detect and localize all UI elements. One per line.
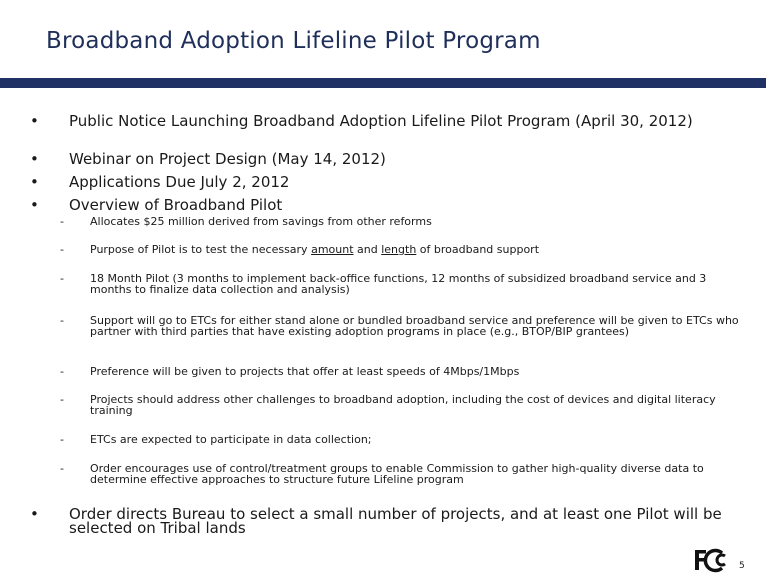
- dash-marker: -: [60, 272, 64, 285]
- sub-bullet-support: Support will go to ETCs for either stand alone or bundled broadband service and preference will be given to ETCs who partner with third parties that have existing adoption programs in place (e.g., BTOP/BIP grantees): [90, 314, 739, 338]
- bullet-marker: •: [30, 150, 39, 168]
- dash-marker: -: [60, 365, 64, 378]
- slide-title: Broadband Adoption Lifeline Pilot Program: [46, 28, 541, 54]
- bullet-applications-due: Applications Due July 2, 2012: [69, 173, 290, 191]
- bullet-marker: •: [30, 112, 39, 130]
- sub-bullet-challenges: Projects should address other challenges to broadband adoption, including the cost of devices and digital literacy training: [90, 393, 716, 417]
- dash-marker: -: [60, 433, 64, 446]
- title-divider: [0, 78, 766, 88]
- sub-bullet-control-groups: Order encourages use of control/treatment groups to enable Commission to gather high-quality diverse data to determine effective approaches to structure future Lifeline program: [90, 462, 704, 486]
- sub-bullet-allocates: Allocates $25 million derived from savings from other reforms: [90, 215, 432, 228]
- dash-marker: -: [60, 462, 64, 475]
- sub-bullet-preference: Preference will be given to projects that offer at least speeds of 4Mbps/1Mbps: [90, 365, 520, 378]
- bullet-marker: •: [30, 173, 39, 191]
- dash-marker: -: [60, 393, 64, 406]
- dash-marker: -: [60, 243, 64, 256]
- bullet-order-directs: Order directs Bureau to select a small number of projects, and at least one Pilot will be selected on Tribal lands: [69, 505, 722, 537]
- bullet-marker: •: [30, 196, 39, 214]
- bullet-public-notice: Public Notice Launching Broadband Adoption Lifeline Pilot Program (April 30, 2012): [69, 112, 693, 130]
- sub-bullet-purpose: Purpose of Pilot is to test the necessary amount and length of broadband support: [90, 243, 540, 256]
- bullet-webinar: Webinar on Project Design (May 14, 2012): [69, 150, 386, 168]
- bullet-overview: Overview of Broadband Pilot: [69, 196, 283, 214]
- fcc-logo-icon: [694, 546, 730, 574]
- sub-bullet-18-month: 18 Month Pilot (3 months to implement back-office functions, 12 months of subsidized broadband service and 3 months to finalize data collection and analysis): [90, 272, 707, 296]
- sub-bullet-etcs-data: ETCs are expected to participate in data collection;: [90, 433, 372, 446]
- dash-marker: -: [60, 215, 64, 228]
- bullet-marker: •: [30, 505, 39, 523]
- dash-marker: -: [60, 314, 64, 327]
- page-number: 5: [739, 561, 745, 571]
